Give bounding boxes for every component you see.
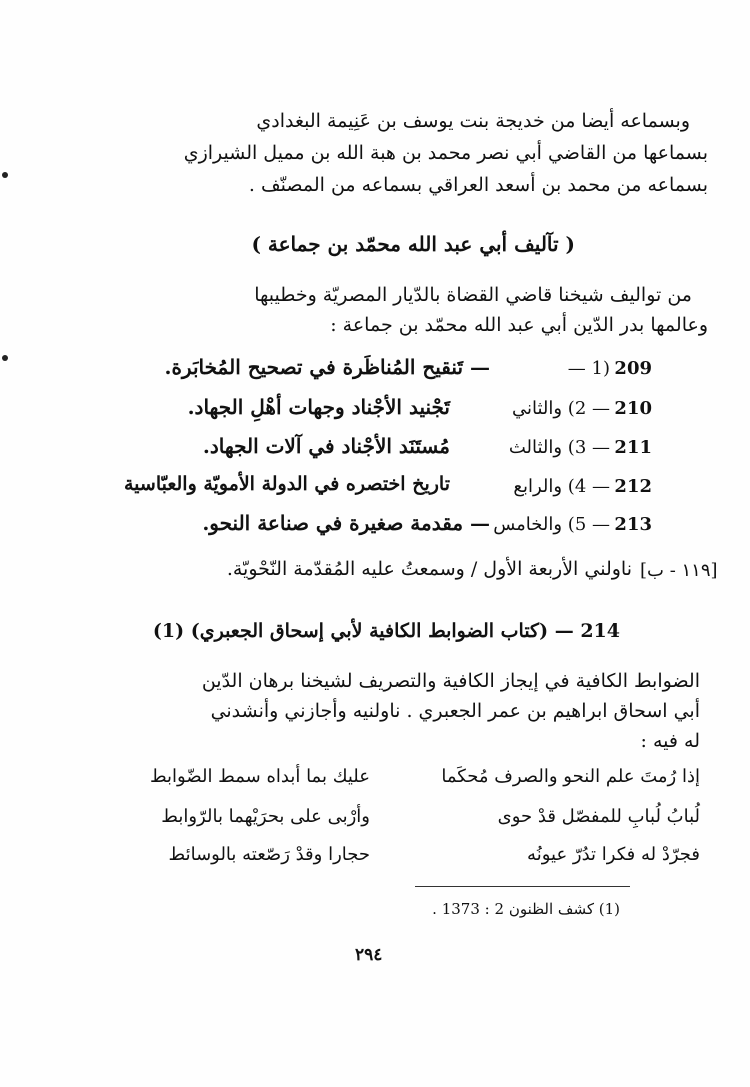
- intro-line: بسماعها من القاضي أبي نصر محمد بن هبة الله بن مميل الشيرازي: [183, 142, 708, 164]
- transmission-line: ناولني الأربعة الأول / وسمعتُ عليه المُقدّمة النّحْويّة.: [226, 558, 632, 580]
- entry-heading: 214 — (كتاب الضوابط الكافية لأبي إسحاق الجعبري) (1): [152, 620, 620, 642]
- intro-line: وبسماعه أيضا من خديجة بنت يوسف بن عَنِيمة البغدادي: [256, 110, 690, 132]
- item-number: 209: [614, 358, 652, 379]
- hemistich-first: فجرّدْ له فكرا تدُرّ عيونُه: [527, 844, 700, 865]
- hemistich-first: إذا رُمتَ علم النحو والصرف مُحكَما: [441, 766, 700, 787]
- item-index: — 3) والثالث: [508, 437, 610, 458]
- hemistich-second: حجارا وقدْ رَصّعته بالوسائط: [168, 844, 370, 865]
- item-title: — مقدمة صغيرة في صناعة النحو.: [202, 511, 490, 535]
- footnote-divider: [415, 886, 630, 887]
- item-index: — 2) والثاني: [511, 398, 610, 419]
- entry-text-line: الضوابط الكافية في إيجاز الكافية والتصريف لشيخنا برهان الدّين: [201, 670, 700, 692]
- footnote: (1) كشف الظنون 2 : 1373 .: [432, 900, 620, 918]
- section-heading: ( تآليف أبي عبد الله محمّد بن جماعة ): [251, 232, 575, 256]
- entry-text-line: أبي اسحاق ابراهيم بن عمر الجعبري . ناولنيه وأجازني وأنشدني: [210, 700, 700, 722]
- intro-line: بسماعه من محمد بن أسعد العراقي بسماعه من المصنّف .: [248, 174, 708, 196]
- page-number: ٢٩٤: [355, 945, 383, 965]
- item-index: — 5) والخامس: [493, 514, 610, 535]
- item-title: تاريخ اختصره في الدولة الأمويّة والعبّاسية: [123, 473, 450, 495]
- scan-mark: [2, 172, 8, 178]
- entry-text-line: له فيه :: [640, 730, 700, 752]
- scan-mark: [2, 355, 8, 361]
- margin-note: [١١٩ - ب]: [640, 560, 718, 581]
- item-title: — تَنقيح المُناظَرة في تصحيح المُخابَرة.: [164, 355, 490, 379]
- item-number: 213: [614, 514, 652, 535]
- hemistich-second: عليك بما أبداه سمط الضّوابط: [149, 766, 370, 787]
- section-intro-line: من تواليف شيخنا قاضي القضاة بالدّيار المصريّة وخطيبها: [254, 284, 692, 306]
- hemistich-first: لُبابُ لُبابِ للمفصّل قدْ حوى: [497, 806, 700, 827]
- item-number: 211: [614, 437, 652, 458]
- item-title: تَجْنيد الأجْناد وجهات أهْلِ الجهاد.: [187, 395, 450, 419]
- item-index: (1 —: [567, 358, 610, 379]
- hemistich-second: وأرْبى على بحرَيْهما بالرّوابط: [161, 806, 370, 827]
- section-intro-line: وعالمها بدر الدّين أبي عبد الله محمّد بن جماعة :: [330, 314, 708, 336]
- item-number: 210: [614, 398, 652, 419]
- item-index: — 4) والرابع: [513, 476, 610, 497]
- item-number: 212: [614, 476, 652, 497]
- item-title: مُستَنَد الأجْناد في آلات الجهاد.: [202, 434, 450, 458]
